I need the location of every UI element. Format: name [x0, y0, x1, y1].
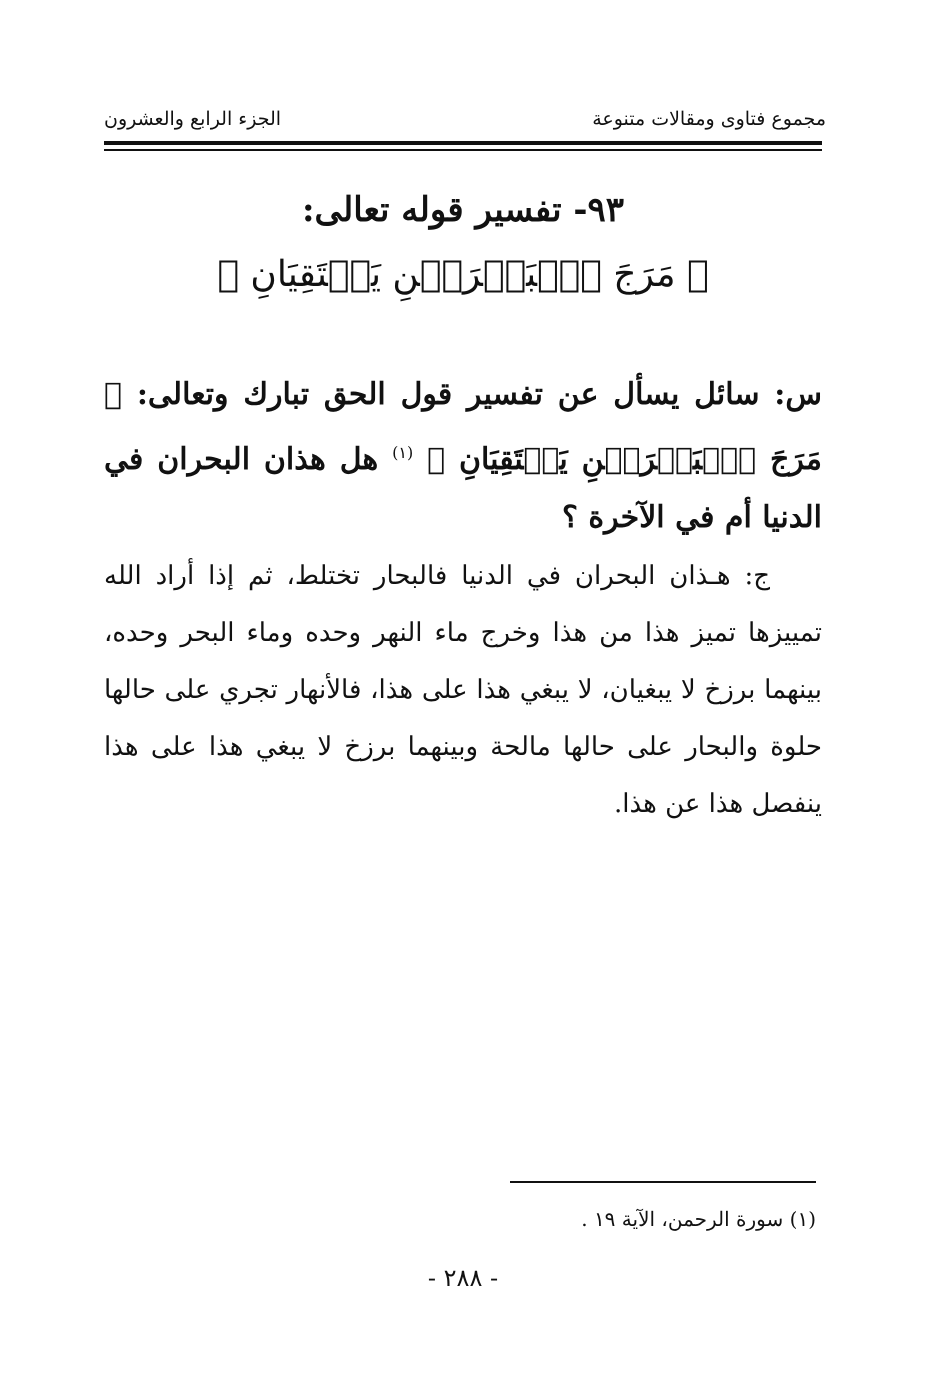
question-rest: هل هذان البحران في الدنيا أم في الآخرة ؟ — [104, 442, 822, 535]
answer-paragraph — [104, 548, 822, 833]
header-divider-thick — [104, 141, 822, 145]
volume-header: الجزء الرابع والعشرون — [104, 108, 282, 130]
page-number: - ٢٨٨ - — [427, 1264, 499, 1292]
footnote-text: (١) سورة الرحمن، الآية ١٩ . — [581, 1207, 816, 1231]
question-ayah: ﴿ مَرَجَ ٱلۡبَحۡرَيۡنِ يَلۡتَقِيَانِ ﴾ — [104, 377, 822, 477]
answer-text: ج: هـذان البحران في الدنيا فالبحار تختلط، ثم إذا أراد الله تمييزها تميز هذا من هذا وخرج ماء النهر وحده وماء البحر وحده، بينهما برزخ لا يبغيان، لا يبغي هذا على هذا، فالأنهار تجري على حالها حلوة والبحار على حالها مالحة وبينهما برزخ لا يبغي هذا على هذا ينفصل هذا عن هذا. — [104, 561, 822, 819]
book-title-header: مجموع فتاوى ومقالات متنوعة — [592, 108, 826, 130]
footnote-reference[interactable]: (١) — [392, 443, 414, 462]
article-verse: ﴿ مَرَجَ ٱلۡبَحۡرَيۡنِ يَلۡتَقِيَانِ ﴾ — [217, 254, 709, 295]
footnote-divider — [510, 1181, 816, 1183]
header-divider-thin — [104, 149, 822, 151]
question-paragraph — [104, 366, 822, 547]
question-intro: س: سائل يسأل عن تفسير قول الحق تبارك وتعالى: — [136, 377, 823, 412]
article-title: ٩٣- تفسير قوله تعالى: — [301, 190, 625, 230]
